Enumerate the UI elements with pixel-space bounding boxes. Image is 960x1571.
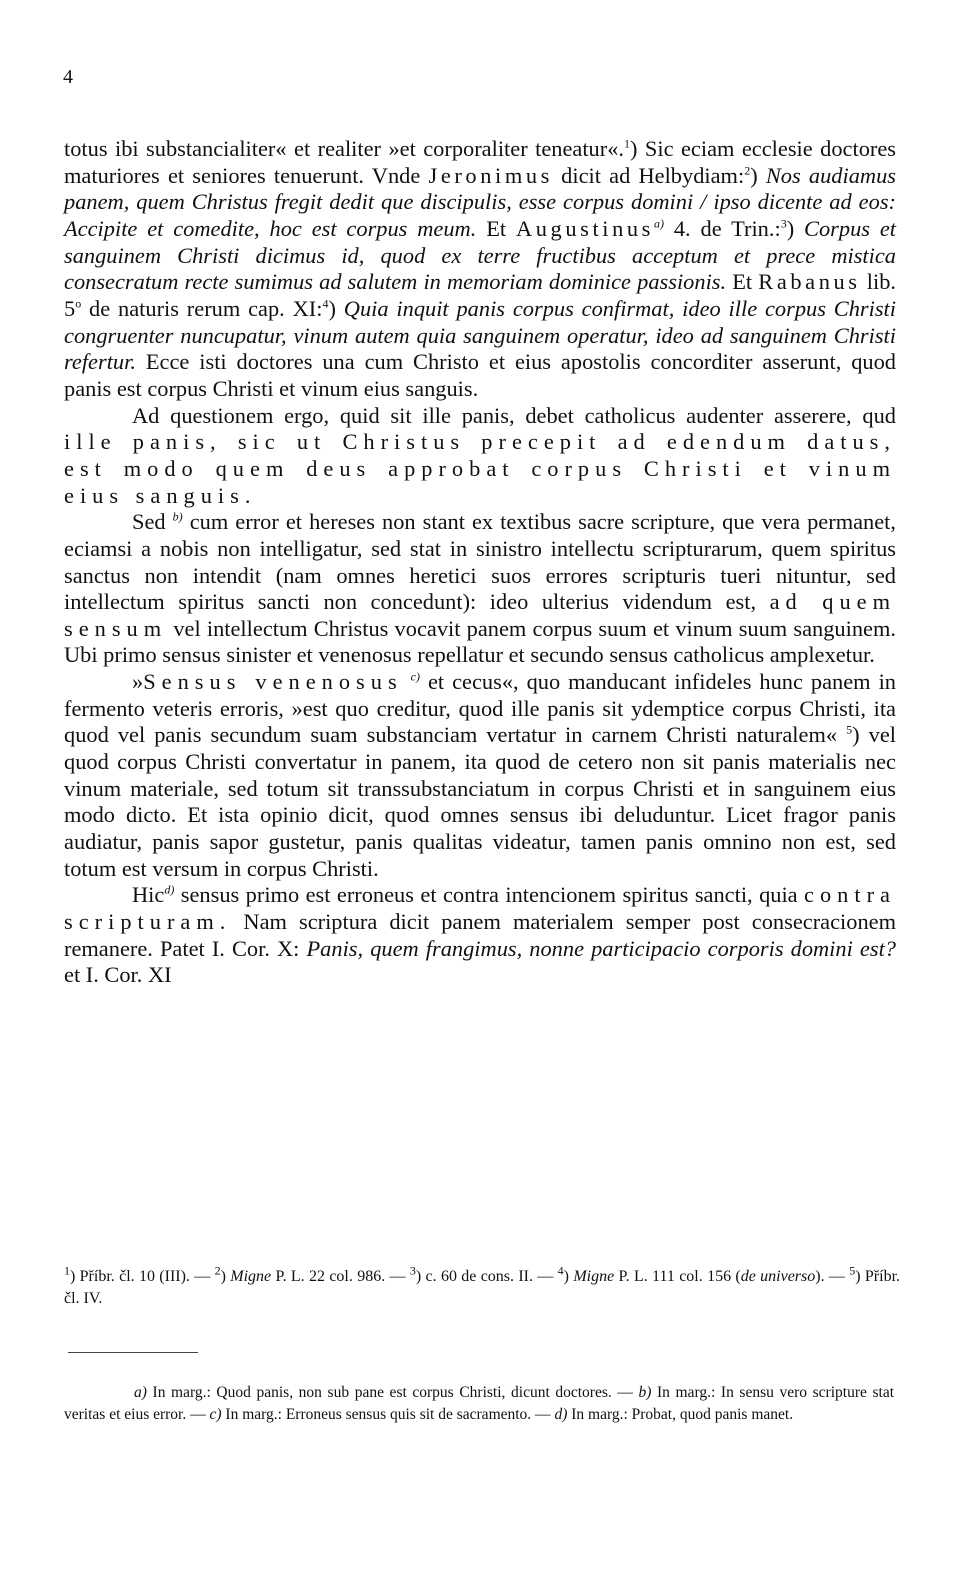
marginal-ref-b: b)	[172, 509, 183, 524]
text-run: 4. de Trin.:	[663, 215, 781, 241]
footnotes: $^1$) Příbr. čl. 10 (III). — $^2$) Migne P. L. 22 col. 986. — $^3$) c. 60 de cons. II. — $^4$) Migne P. L. 111 col. 156 (de universo). — $^5$) Příbr. čl. IV.	[64, 1263, 901, 1307]
spaced-emphasis: contra scripturam.	[64, 882, 896, 935]
text-run: vel quod corpus Christi convertatur in panem, ita quod de cetero non sit panis materialis nec vinum materiale, sed totum sit transsubstanciatum in corpus Christi et in sanguinem eius modo dicto. Et ista opinio dicit, quod omnes sensus ibi deluduntur. Licet fragor panis audiatur, panis sapor gustetur, panis qualitas videatur, tamen panis omnino non est, sed totum est versum in corpus Christi.	[64, 722, 896, 881]
footnote-number: 2	[214, 1263, 221, 1278]
footnote-ref-4: 4	[322, 296, 329, 311]
text-run: Et	[476, 215, 507, 241]
paragraph-2	[64, 403, 896, 510]
text-run: sensus primo est erroneus et contra intencionem spiritus sancti, quia	[174, 882, 805, 908]
text-run: Sic eciam ecclesie doctores maturiores et seniores tenuerunt. Vnde	[64, 136, 896, 188]
text-run: Ecce isti doctores una cum Christo et eius apostolis concorditer asserunt, quod panis est corpus Christi et vinum eius sanguis.	[64, 349, 896, 401]
footnote-number: 3	[409, 1263, 416, 1278]
footnote-text: P. L. 22 col. 986. —	[271, 1268, 410, 1285]
text-run: Nam scriptura dicit panem materialem semper post consecracionem remanere. Patet I. Cor. X:	[64, 909, 896, 961]
text-run: et cecus«, quo manducant infideles hunc panem in fermento veteris erroris, »est quo creditur, quod ille panis sit ydemptice corpus Christi, ita quod vel panis secundum suam substanciam vertatur in carnem Christi naturalem«	[64, 669, 896, 748]
footnote-number: 1	[64, 1263, 70, 1278]
footnote-ref-2: 2	[744, 163, 751, 178]
text-run: dicit ad Helbydiam:	[552, 162, 745, 188]
marginal-ref-a: a)	[653, 216, 664, 231]
footnote-italic: Migne	[573, 1268, 615, 1285]
text-run	[758, 163, 766, 188]
text-run: »	[132, 669, 144, 695]
marginal-text: In marg.: In sensu vero scripture stat veritas et eius error. —	[64, 1384, 895, 1423]
marginal-label-b: b)	[638, 1384, 652, 1401]
marginal-ref-d: d)	[164, 882, 175, 897]
footnote-ref-5: 5	[846, 722, 853, 737]
name-augustinus: Augustinus	[515, 215, 654, 241]
footnote-ref-3: 3	[780, 216, 787, 231]
marginal-text: In marg.: Quod panis, non sub pane est corpus Christi, dicunt doctores. —	[146, 1384, 639, 1401]
text-run	[336, 296, 344, 321]
name-jeronimus: Jeronimus	[428, 162, 553, 188]
ordinal-mark: o	[75, 296, 82, 311]
marginal-notes-text	[64, 1382, 894, 1426]
text-run: Et	[726, 269, 753, 295]
text-run	[794, 216, 804, 241]
spaced-emphasis: ad quem sensum	[64, 589, 896, 641]
footnote-text: Příbr. čl. 10 (III). —	[75, 1268, 215, 1285]
marginal-label-c: c)	[209, 1406, 222, 1423]
text-run: cum error et hereses non stant ex textibus sacre scripture, que vera permanet, eciamsi a nobis non intelligatur, sed stat in sinistro intellectu scripturarum, quem spiritus sanctus non intendit (nam omnes heretici suos errores scripturis tueri nituntur, sed intellectum spiritus sancti non concedunt): ideo ulterius videndum est,	[64, 509, 896, 615]
paragraph-4: »Sensus venenosus $^{c)}$ et cecus«, quo manducant infideles hunc panem in fermento veteris erroris, »est quo creditur, quod ille panis sit ydemptice corpus Christi, ita quod vel panis secundum suam substanciam vertatur in carnem Christi naturalem« $^5$) vel quod corpus Christi convertatur in panem, ita quod de cetero non sit panis materialis nec vinum materiale, sed totum sit transsubstanciatum in corpus Christi et in sanguinem eius modo dicto. Et ista opinio dicit, quod omnes sensus ibi deluduntur. Licet fragor panis audiatur, panis sapor gustetur, panis qualitas videatur, tamen panis omnino non est, sed totum est versum in corpus Christi.	[64, 669, 896, 881]
marginal-ref-c: c)	[410, 669, 420, 684]
footnote-ref-1: 1	[624, 136, 631, 151]
marginal-label-a: a)	[134, 1384, 147, 1401]
paragraph-3	[64, 509, 896, 669]
footnote-divider	[68, 1352, 198, 1353]
text-run: Ad questionem ergo, quid sit ille panis, debet catholicus audenter asserere, qud	[132, 402, 896, 428]
name-rabanus: Rabanus	[758, 269, 861, 295]
footnote-italic: Migne	[230, 1268, 272, 1285]
marginal-text: In marg.: Probat, quod panis manet.	[567, 1406, 794, 1423]
marginal-label-d: d)	[554, 1406, 568, 1423]
footnote-number: 4	[557, 1263, 564, 1278]
spaced-emphasis: Sensus venenosus	[143, 669, 403, 695]
quote-augustinus: Corpus et sanguinem Christi dicimus id, quod ex terre fructibus acceptum et prece mistica consecratum recte sumimus ad salutem in memoriam dominice passionis.	[64, 215, 896, 295]
footnote-text: Příbr. čl. IV.	[64, 1268, 901, 1307]
paragraph-1: totus ibi substancialiter« et realiter »et corporaliter teneatur«.$^1$) Sic eciam ecclesie doctores maturiores et seniores tenuerunt. Vnde Jeronimus dicit ad Helbydiam:$^2$) Nos audiamus panem, quem Christus fregit dedit que discipulis, esse corpus domini / ipso dicente ad eos: Accipite et comedite, hoc est corpus meum. Et Augustinus$^{a)}$ 4. de Trin.:$^3$) Corpus et sanguinem Christi dicimus id, quod ex terre fructibus acceptum et prece mistica consecratum recte sumimus ad salutem in memoriam dominice passionis. Et Rabanus lib. 5$^o$ de naturis rerum cap. XI:$^4$) Quia inquit panis corpus confirmat, ideo ille corpus Christi congruenter nuncupatur, vinum autem quia sanguinem operatur, ideo ad sanguinem Christi refertur. Ecce isti doctores una cum Christo et eius apostolis concorditer asserunt, quod panis est corpus Christi et vinum eius sanguis.	[64, 136, 896, 401]
quote-rabanus: Quia inquit panis corpus confirmat, ideo ille corpus Christi congruenter nuncupatur, vinum autem quia sanguinem operatur, ideo ad sanguinem Christi refertur.	[64, 295, 896, 375]
text-run: Hic	[132, 882, 165, 908]
marginal-text: In marg.: Erroneus sensus quis sit de sacramento. —	[221, 1406, 555, 1423]
main-text	[64, 136, 896, 989]
text-run: vel intellectum Christus vocavit panem corpus suum et vinum suum sanguinem. Ubi primo sensus sinister et venenosus repellatur et secundo sensus catholicus amplexetur.	[64, 615, 896, 668]
text-run: Sed	[132, 509, 166, 535]
footnote-text: P. L. 111 col. 156 (	[614, 1268, 741, 1285]
text-run: totus ibi substancialiter« et realiter »et corporaliter teneatur«.	[64, 136, 625, 161]
text-run: et I. Cor. XI	[64, 962, 172, 988]
footnote-text: c. 60 de cons. II. —	[421, 1268, 558, 1285]
footnote-italic: de universo	[740, 1268, 816, 1285]
paragraph-5	[64, 882, 896, 989]
footnote-number: 5	[849, 1263, 856, 1278]
text-run: de naturis rerum cap. XI:	[81, 295, 323, 321]
text-run: lib. 5	[64, 269, 896, 321]
page-number: 4	[63, 66, 73, 88]
marginal-notes	[64, 1382, 894, 1426]
quote-corinthians: Panis, quem frangimus, nonne participacio corporis domini est?	[306, 935, 896, 961]
spaced-emphasis: ille panis, sic ut Christus precepit ad edendum datus, est modo quem deus approbat corpus Christi et vinum eius sanguis.	[64, 429, 896, 508]
quote-jeronimus: Nos audiamus panem, quem Christus fregit dedit que discipulis, esse corpus domini / ipso dicente ad eos: Accipite et comedite, hoc est corpus meum.	[64, 162, 896, 241]
footnote-text: ). —	[815, 1268, 850, 1285]
